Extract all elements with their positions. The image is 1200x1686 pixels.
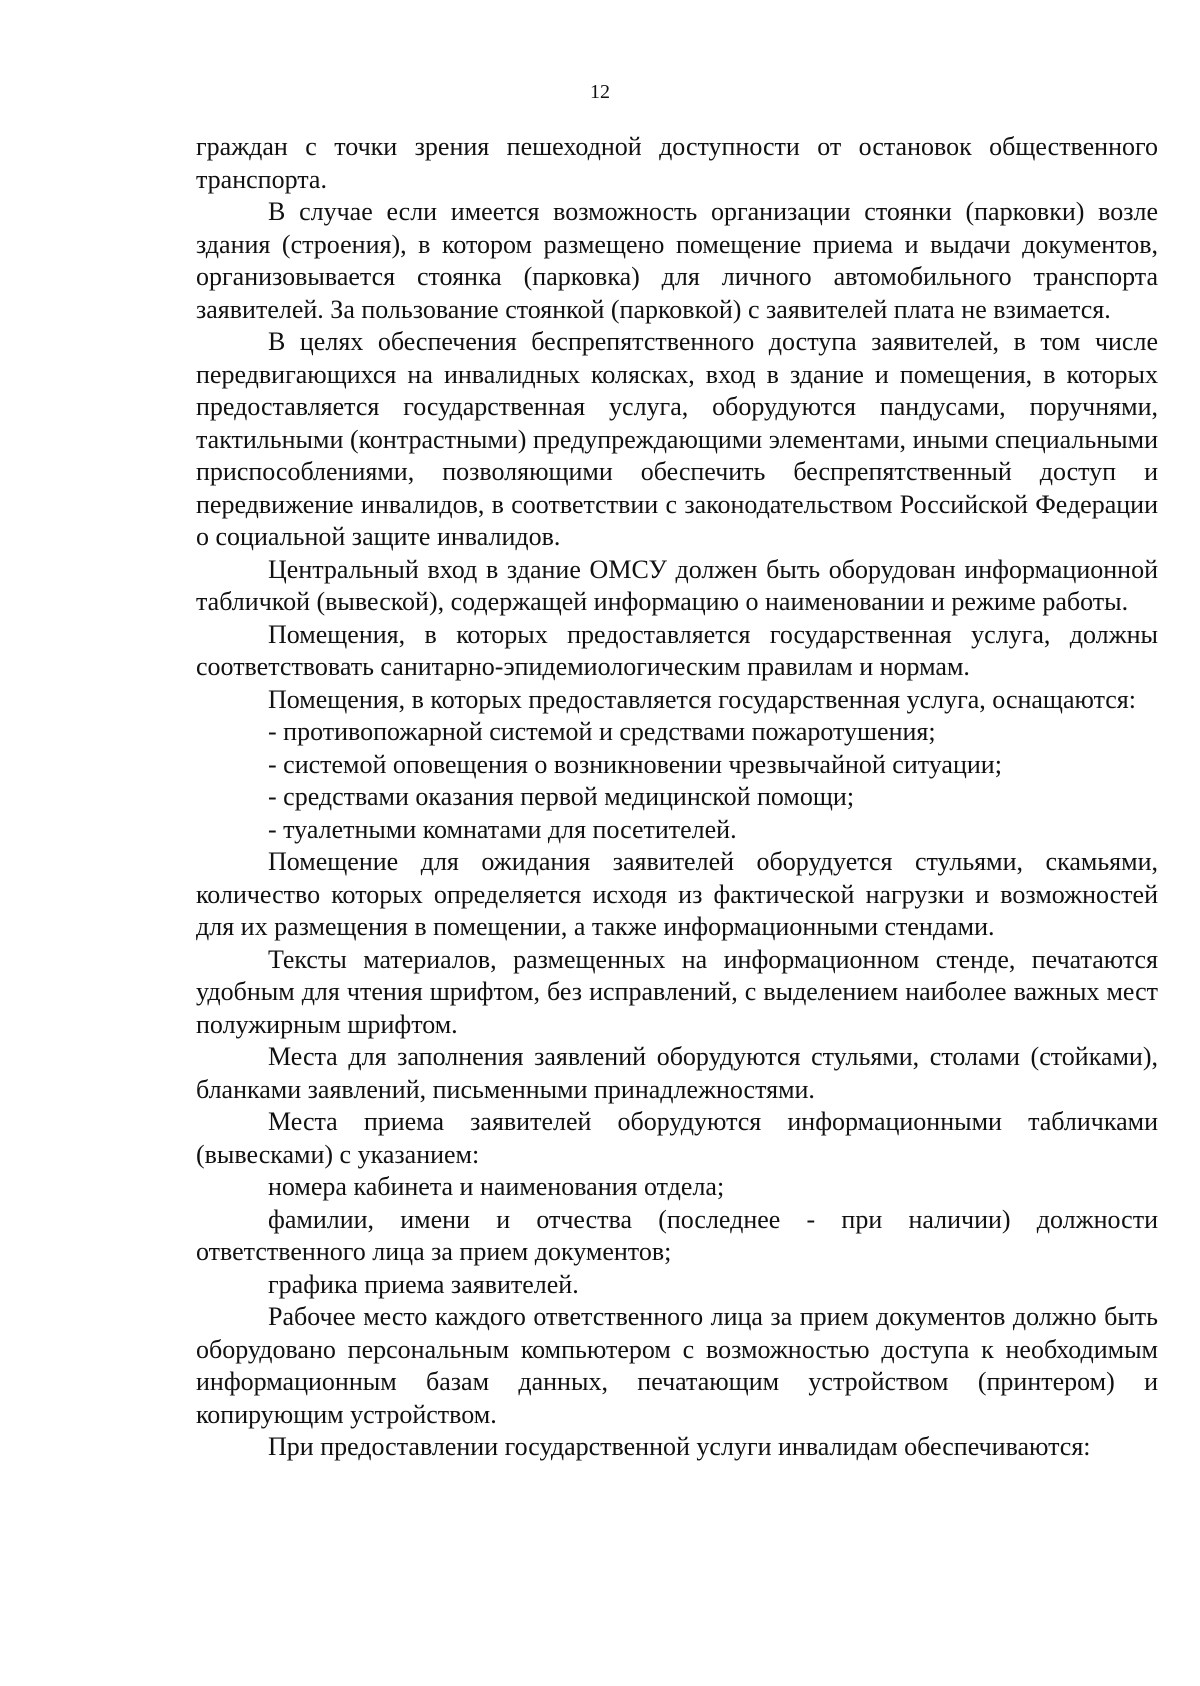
paragraph: Помещение для ожидания заявителей оборудуется стульями, скамьями, количество которых определяется исходя из фактической нагрузки и возможностей для их размещения в помещении, а также информационными стендами. [196, 847, 1158, 941]
paragraph: В случае если имеется возможность организации стоянки (парковки) возле здания (строения), в котором размещено помещение приема и выдачи документов, организовывается стоянка (парковка) для личного автомобильного транспорта заявителей. За пользование стоянкой (парковкой) с заявителей плата не взимается. [196, 197, 1158, 324]
list-item: номера кабинета и наименования отдела; [268, 1172, 725, 1201]
page-number: 12 [590, 81, 610, 103]
list-item: - средствами оказания первой медицинской помощи; [268, 782, 855, 811]
paragraph: граждан с точки зрения пешеходной доступности от остановок общественного транспорта. [196, 132, 1158, 194]
paragraph: В целях обеспечения беспрепятственного доступа заявителей, в том числе передвигающихся на инвалидных колясках, вход в здание и помещения, в которых предоставляется государственная услуга, оборудуются пандусами, поручнями, тактильными (контрастными) предупреждающими элементами, иными специальными приспособлениями, позволяющими обеспечить беспрепятственный доступ и передвижение инвалидов, в соответствии с законодательством Российской Федерации о социальной защите инвалидов. [196, 327, 1158, 551]
list-item: - противопожарной системой и средствами пожаротушения; [268, 717, 936, 746]
paragraph: Рабочее место каждого ответственного лица за прием документов должно быть оборудовано персональным компьютером с возможностью доступа к необходимым информационным базам данных, печатающим устройством (принтером) и копирующим устройством. [196, 1302, 1158, 1429]
paragraph: Тексты материалов, размещенных на информационном стенде, печатаются удобным для чтения шрифтом, без исправлений, с выделением наиболее важных мест полужирным шрифтом. [196, 944, 1158, 1039]
paragraph: При предоставлении государственной услуги инвалидам обеспечиваются: [268, 1432, 1091, 1461]
paragraph: Центральный вход в здание ОМСУ должен быть оборудован информационной табличкой (вывеской), содержащей информацию о наименовании и режиме работы. [196, 554, 1158, 616]
paragraph: Помещения, в которых предоставляется государственная услуга, оснащаются: [268, 684, 1136, 714]
list-item: графика приема заявителей. [268, 1269, 579, 1299]
paragraph: Места приема заявителей оборудуются информационными табличками (вывесками) с указанием: [196, 1107, 1158, 1169]
paragraph: Помещения, в которых предоставляется государственная услуга, должны соответствовать санитарно-эпидемиологическим правилам и нормам. [196, 619, 1158, 681]
list-item: - туалетными комнатами для посетителей. [268, 814, 737, 844]
paragraph: Места для заполнения заявлений оборудуются стульями, столами (стойками), бланками заявлений, письменными принадлежностями. [196, 1042, 1158, 1104]
list-item: - системой оповещения о возникновении чрезвычайной ситуации; [268, 749, 1002, 779]
list-item: фамилии, имени и отчества (последнее - при наличии) должности ответственного лица за прием документов; [196, 1204, 1158, 1266]
body-text [196, 131, 1158, 1464]
